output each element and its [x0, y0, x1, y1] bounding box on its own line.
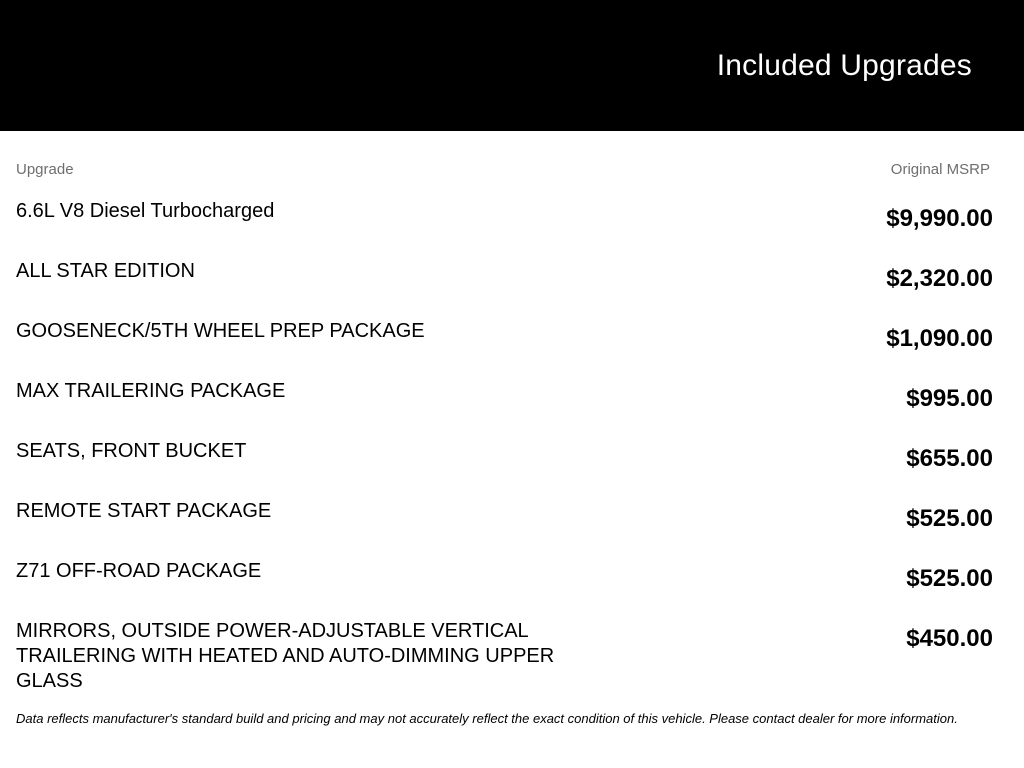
- upgrade-name: ALL STAR EDITION: [16, 260, 195, 282]
- column-header-upgrade: Upgrade: [16, 161, 74, 178]
- upgrade-price: $525.00: [906, 505, 993, 532]
- upgrade-price: $450.00: [906, 625, 993, 652]
- upgrades-table: [0, 131, 1024, 768]
- upgrade-name: GOOSENECK/5TH WHEEL PREP PACKAGE: [16, 320, 425, 342]
- page-header-banner: [0, 0, 1024, 131]
- upgrade-name: REMOTE START PACKAGE: [16, 500, 272, 522]
- upgrade-price: $995.00: [906, 385, 993, 412]
- original-msrp-column: [673, 199, 993, 679]
- upgrade-price: $1,090.00: [886, 325, 993, 352]
- table-column-headers: [16, 161, 990, 179]
- upgrade-price: $655.00: [906, 445, 993, 472]
- upgrade-name: MIRRORS, OUTSIDE POWER-ADJUSTABLE VERTICAL TRAILERING WITH HEATED AND AUTO-DIMMING UPPER GLASS: [16, 620, 555, 692]
- upgrade-name: 6.6L V8 Diesel Turbocharged: [16, 200, 275, 222]
- upgrade-name-column: [16, 199, 576, 692]
- column-header-original-msrp: Original MSRP: [890, 161, 990, 178]
- upgrade-price: $2,320.00: [886, 265, 993, 292]
- page-title: Included Upgrades: [716, 48, 972, 82]
- disclaimer-text: Data reflects manufacturer's standard build and pricing and may not accurately reflect the exact condition of this vehicle. Please contact dealer for more information.: [16, 711, 958, 726]
- upgrade-name: MAX TRAILERING PACKAGE: [16, 380, 286, 402]
- upgrade-price: $9,990.00: [886, 205, 993, 232]
- upgrade-price: $525.00: [906, 565, 993, 592]
- upgrade-name: SEATS, FRONT BUCKET: [16, 440, 247, 462]
- upgrade-name: Z71 OFF-ROAD PACKAGE: [16, 560, 262, 582]
